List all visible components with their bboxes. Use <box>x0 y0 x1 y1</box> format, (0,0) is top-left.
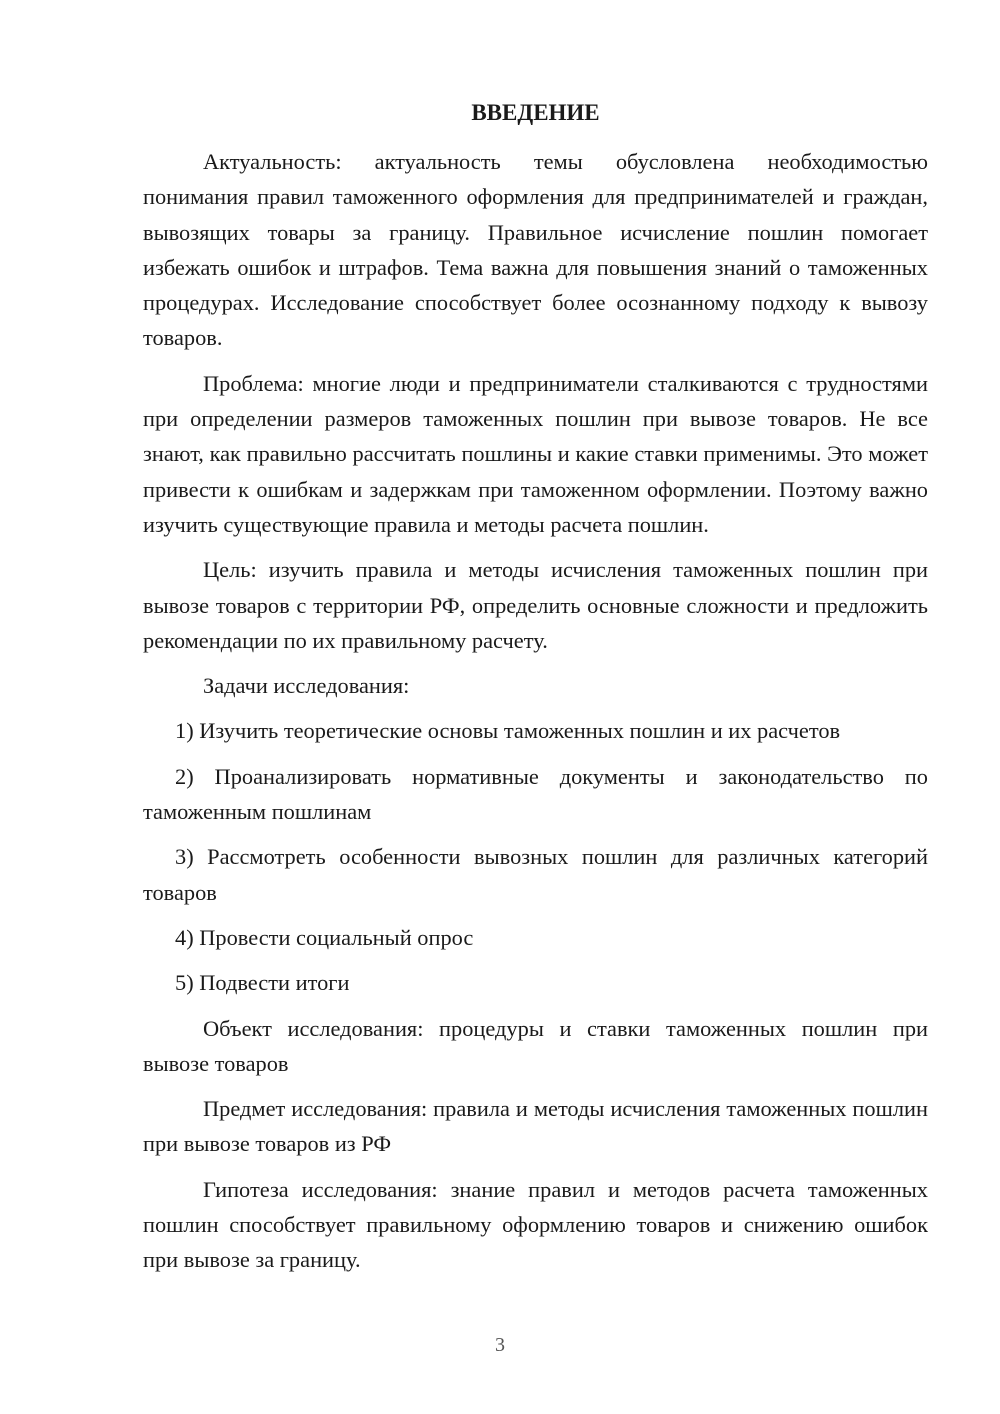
subject-paragraph: Предмет исследования: правила и методы исчисления таможенных пошлин при вывозе товаров из РФ <box>143 1096 928 1157</box>
page-number: 3 <box>495 1334 505 1356</box>
hypothesis-paragraph: Гипотеза исследования: знание правил и методов расчета таможенных пошлин способствует правильному оформлению товаров и снижению ошибок при вывозе за границу. <box>143 1176 928 1273</box>
tasks-heading: Задачи исследования: <box>203 673 410 699</box>
task-item: 3) Рассмотреть особенности вывозных пошлин для различных категорий товаров <box>143 844 928 905</box>
section-title: ВВЕДЕНИЕ <box>471 100 600 125</box>
task-item: 2) Проанализировать нормативные документы и законодательство по таможенным пошлинам <box>143 763 928 825</box>
object-paragraph: Объект исследования: процедуры и ставки таможенных пошлин при вывозе товаров <box>143 1015 928 1076</box>
goal-paragraph: Цель: изучить правила и методы исчисления таможенных пошлин при вывозе товаров с территории РФ, определить основные сложности и предложить рекомендации по их правильному расчету. <box>143 557 928 653</box>
task-item: 5) Подвести итоги <box>175 970 350 996</box>
tasks-list <box>143 713 928 1000</box>
problem-paragraph: Проблема: многие люди и предприниматели сталкиваются с трудностями при определении размеров таможенных пошлин при вывозе товаров. Не все знают, как правильно рассчитать пошлины и какие ставки применимы. Это может привести к ошибкам и задержкам при таможенном оформлении. Поэтому важно изучить существующие правила и методы расчета пошлин. <box>143 370 928 537</box>
relevance-paragraph: Актуальность: актуальность темы обусловлена необходимостью понимания правил таможенного оформления для предпринимателей и граждан, вывозящих товары за границу. Правильное исчисление пошлин помогает избежать ошибок и штрафов. Тема важна для повышения знаний о таможенных процедурах. Исследование способствует более осознанному подходу к вывозу товаров. <box>143 149 928 351</box>
page-content <box>143 96 928 1288</box>
task-item: 1) Изучить теоретические основы таможенных пошлин и их расчетов <box>175 718 841 744</box>
task-item: 4) Провести социальный опрос <box>175 924 474 950</box>
